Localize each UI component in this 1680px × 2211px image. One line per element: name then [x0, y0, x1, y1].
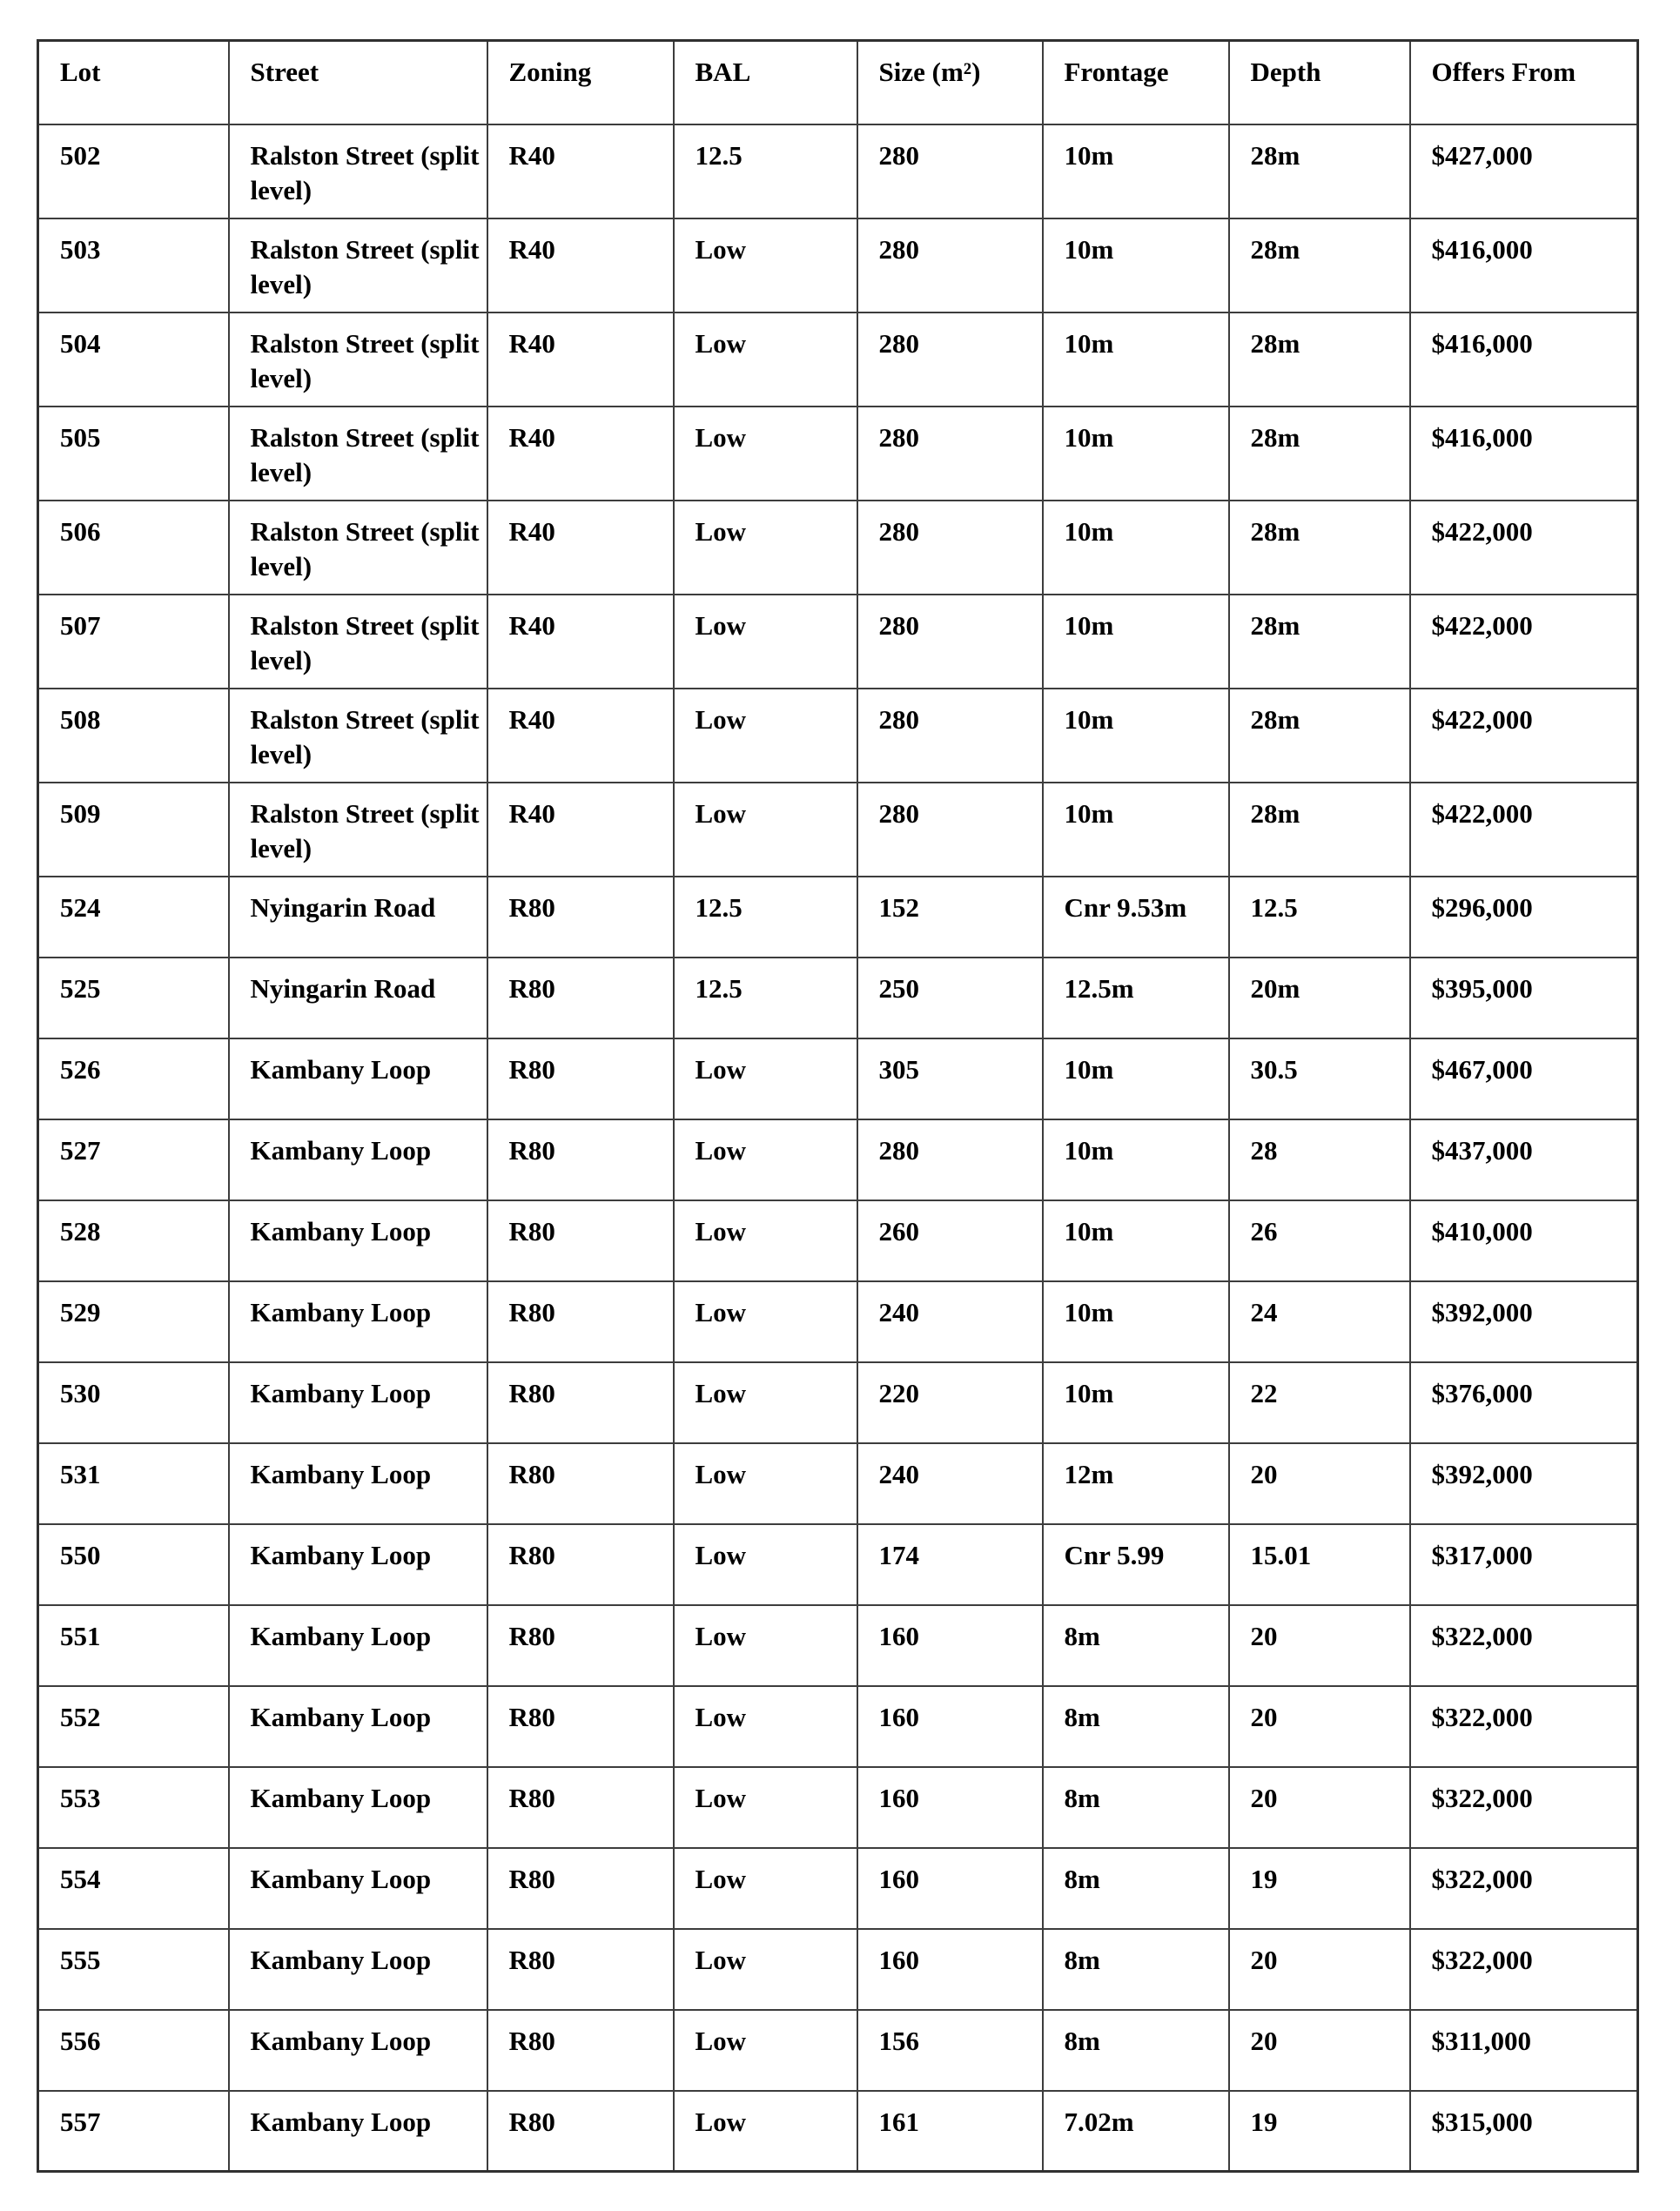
table-cell: 280 — [857, 595, 1043, 689]
table-cell: $422,000 — [1410, 595, 1638, 689]
table-cell: 10m — [1043, 407, 1229, 501]
table-cell: Low — [674, 407, 857, 501]
table-cell: Kambany Loop — [229, 1848, 487, 1929]
table-row — [38, 877, 1638, 958]
table-cell: Nyingarin Road — [229, 958, 487, 1038]
table-cell: 28m — [1229, 124, 1410, 218]
table-cell: 8m — [1043, 1929, 1229, 2010]
table-cell: R40 — [487, 595, 674, 689]
table-cell: Kambany Loop — [229, 1281, 487, 1362]
table-cell: Cnr 5.99 — [1043, 1524, 1229, 1605]
table-cell: 28m — [1229, 218, 1410, 312]
table-cell: $322,000 — [1410, 1605, 1638, 1686]
column-header: Size (m²) — [857, 41, 1043, 124]
table-cell: $422,000 — [1410, 501, 1638, 595]
table-cell: 507 — [38, 595, 229, 689]
table-cell: 7.02m — [1043, 2091, 1229, 2172]
table-cell: Ralston Street (split level) — [229, 595, 487, 689]
table-cell: 10m — [1043, 501, 1229, 595]
column-header: Zoning — [487, 41, 674, 124]
table-cell: 10m — [1043, 689, 1229, 783]
table-cell: 10m — [1043, 1362, 1229, 1443]
table-row — [38, 1443, 1638, 1524]
table-cell: Kambany Loop — [229, 1767, 487, 1848]
table-row — [38, 124, 1638, 218]
table-cell: $322,000 — [1410, 1767, 1638, 1848]
table-cell: Kambany Loop — [229, 2091, 487, 2172]
table-cell: Ralston Street (split level) — [229, 501, 487, 595]
table-cell: Nyingarin Road — [229, 877, 487, 958]
table-cell: $296,000 — [1410, 877, 1638, 958]
table-cell: 220 — [857, 1362, 1043, 1443]
table-cell: 12.5 — [1229, 877, 1410, 958]
table-cell: 506 — [38, 501, 229, 595]
table-cell: Kambany Loop — [229, 1929, 487, 2010]
table-cell: 280 — [857, 124, 1043, 218]
table-cell: R40 — [487, 407, 674, 501]
table-row — [38, 1200, 1638, 1281]
table-cell: 12.5 — [674, 958, 857, 1038]
table-row — [38, 218, 1638, 312]
table-cell: $376,000 — [1410, 1362, 1638, 1443]
table-cell: 10m — [1043, 783, 1229, 877]
table-cell: $416,000 — [1410, 407, 1638, 501]
table-cell: Low — [674, 1767, 857, 1848]
table-cell: R40 — [487, 218, 674, 312]
table-cell: 12.5 — [674, 124, 857, 218]
table-cell: Low — [674, 1443, 857, 1524]
table-cell: 508 — [38, 689, 229, 783]
table-cell: R40 — [487, 124, 674, 218]
table-row — [38, 1605, 1638, 1686]
table-cell: 10m — [1043, 1038, 1229, 1119]
table-cell: $416,000 — [1410, 312, 1638, 407]
table-cell: $317,000 — [1410, 1524, 1638, 1605]
table-cell: 160 — [857, 1929, 1043, 2010]
table-cell: 260 — [857, 1200, 1043, 1281]
table-cell: $467,000 — [1410, 1038, 1638, 1119]
table-cell: 152 — [857, 877, 1043, 958]
table-cell: R40 — [487, 689, 674, 783]
table-cell: 280 — [857, 218, 1043, 312]
table-cell: 20 — [1229, 1767, 1410, 1848]
table-cell: Low — [674, 1281, 857, 1362]
table-cell: 20m — [1229, 958, 1410, 1038]
table-cell: R80 — [487, 877, 674, 958]
table-cell: 8m — [1043, 1767, 1229, 1848]
table-row — [38, 1848, 1638, 1929]
table-cell: $437,000 — [1410, 1119, 1638, 1200]
table-cell: 10m — [1043, 1200, 1229, 1281]
table-cell: 28m — [1229, 407, 1410, 501]
table-cell: Cnr 9.53m — [1043, 877, 1229, 958]
table-cell: R80 — [487, 1200, 674, 1281]
table-cell: 160 — [857, 1848, 1043, 1929]
table-cell: 28m — [1229, 689, 1410, 783]
table-cell: 10m — [1043, 595, 1229, 689]
table-cell: Low — [674, 2010, 857, 2091]
table-row — [38, 1119, 1638, 1200]
table-row — [38, 1281, 1638, 1362]
table-cell: 160 — [857, 1605, 1043, 1686]
table-cell: Low — [674, 1119, 857, 1200]
column-header: Lot — [38, 41, 229, 124]
table-cell: $322,000 — [1410, 1848, 1638, 1929]
table-cell: Low — [674, 2091, 857, 2172]
table-cell: R40 — [487, 501, 674, 595]
table-cell: 20 — [1229, 1605, 1410, 1686]
table-cell: 280 — [857, 407, 1043, 501]
table-cell: R80 — [487, 1443, 674, 1524]
table-cell: R80 — [487, 1119, 674, 1200]
table-cell: R80 — [487, 1524, 674, 1605]
table-cell: 528 — [38, 1200, 229, 1281]
table-cell: 12.5 — [674, 877, 857, 958]
table-cell: $422,000 — [1410, 689, 1638, 783]
table-cell: Kambany Loop — [229, 1119, 487, 1200]
table-row — [38, 1767, 1638, 1848]
table-cell: 20 — [1229, 1929, 1410, 2010]
table-cell: 305 — [857, 1038, 1043, 1119]
table-cell: 557 — [38, 2091, 229, 2172]
table-cell: Kambany Loop — [229, 1038, 487, 1119]
table-cell: Kambany Loop — [229, 1605, 487, 1686]
table-cell: 240 — [857, 1443, 1043, 1524]
table-cell: 28 — [1229, 1119, 1410, 1200]
table-cell: 10m — [1043, 124, 1229, 218]
table-row — [38, 1362, 1638, 1443]
column-header: Frontage — [1043, 41, 1229, 124]
table-cell: 250 — [857, 958, 1043, 1038]
column-header: Depth — [1229, 41, 1410, 124]
table-cell: $311,000 — [1410, 2010, 1638, 2091]
table-cell: $410,000 — [1410, 1200, 1638, 1281]
column-header: Offers From — [1410, 41, 1638, 124]
table-cell: 12m — [1043, 1443, 1229, 1524]
table-cell: 8m — [1043, 1686, 1229, 1767]
column-header: Street — [229, 41, 487, 124]
table-cell: Low — [674, 312, 857, 407]
table-cell: 240 — [857, 1281, 1043, 1362]
table-cell: Low — [674, 1362, 857, 1443]
table-row — [38, 501, 1638, 595]
table-cell: Ralston Street (split level) — [229, 783, 487, 877]
table-cell: R40 — [487, 783, 674, 877]
table-cell: $392,000 — [1410, 1281, 1638, 1362]
table-cell: 526 — [38, 1038, 229, 1119]
table-cell: 556 — [38, 2010, 229, 2091]
table-cell: R40 — [487, 312, 674, 407]
table-cell: Low — [674, 1605, 857, 1686]
table-row — [38, 1038, 1638, 1119]
table-cell: Low — [674, 501, 857, 595]
table-cell: Low — [674, 783, 857, 877]
table-cell: 503 — [38, 218, 229, 312]
table-cell: 509 — [38, 783, 229, 877]
table-cell: 524 — [38, 877, 229, 958]
table-cell: Ralston Street (split level) — [229, 124, 487, 218]
table-cell: R80 — [487, 1686, 674, 1767]
table-cell: R80 — [487, 2091, 674, 2172]
table-cell: 161 — [857, 2091, 1043, 2172]
table-cell: Kambany Loop — [229, 1443, 487, 1524]
table-cell: 30.5 — [1229, 1038, 1410, 1119]
table-cell: 525 — [38, 958, 229, 1038]
table-cell: Kambany Loop — [229, 1686, 487, 1767]
table-cell: 174 — [857, 1524, 1043, 1605]
table-cell: 502 — [38, 124, 229, 218]
table-cell: 24 — [1229, 1281, 1410, 1362]
table-cell: Low — [674, 1524, 857, 1605]
table-cell: Ralston Street (split level) — [229, 689, 487, 783]
table-cell: 28m — [1229, 783, 1410, 877]
table-row — [38, 407, 1638, 501]
table-cell: 28m — [1229, 501, 1410, 595]
table-cell: 280 — [857, 312, 1043, 407]
table-cell: Low — [674, 1038, 857, 1119]
table-cell: 10m — [1043, 312, 1229, 407]
table-cell: 20 — [1229, 1443, 1410, 1524]
table-cell: Low — [674, 595, 857, 689]
table-cell: 12.5m — [1043, 958, 1229, 1038]
table-row — [38, 958, 1638, 1038]
table-cell: 26 — [1229, 1200, 1410, 1281]
table-cell: Low — [674, 1686, 857, 1767]
table-cell: 28m — [1229, 595, 1410, 689]
table-cell: $422,000 — [1410, 783, 1638, 877]
table-cell: Low — [674, 1200, 857, 1281]
table-cell: Low — [674, 1929, 857, 2010]
table-cell: R80 — [487, 1929, 674, 2010]
table-cell: 555 — [38, 1929, 229, 2010]
table-cell: Kambany Loop — [229, 1200, 487, 1281]
table-cell: 553 — [38, 1767, 229, 1848]
table-header — [38, 41, 1638, 124]
table-cell: R80 — [487, 958, 674, 1038]
table-row — [38, 1929, 1638, 2010]
table-row — [38, 783, 1638, 877]
table-cell: R80 — [487, 1848, 674, 1929]
table-cell: R80 — [487, 2010, 674, 2091]
table-cell: 15.01 — [1229, 1524, 1410, 1605]
table-cell: $427,000 — [1410, 124, 1638, 218]
table-row — [38, 2010, 1638, 2091]
table-cell: 527 — [38, 1119, 229, 1200]
table-cell: 19 — [1229, 1848, 1410, 1929]
column-header: BAL — [674, 41, 857, 124]
table-cell: Low — [674, 689, 857, 783]
table-cell: 504 — [38, 312, 229, 407]
table-cell: 8m — [1043, 1848, 1229, 1929]
table-row — [38, 1524, 1638, 1605]
table-cell: 10m — [1043, 218, 1229, 312]
table-cell: R80 — [487, 1767, 674, 1848]
table-row — [38, 689, 1638, 783]
table-cell: $322,000 — [1410, 1929, 1638, 2010]
table-cell: 8m — [1043, 2010, 1229, 2091]
table-cell: 280 — [857, 689, 1043, 783]
table-cell: R80 — [487, 1281, 674, 1362]
table-cell: 530 — [38, 1362, 229, 1443]
table-cell: 20 — [1229, 2010, 1410, 2091]
table-cell: 551 — [38, 1605, 229, 1686]
table-cell: Kambany Loop — [229, 2010, 487, 2091]
table-cell: Low — [674, 218, 857, 312]
table-cell: Low — [674, 1848, 857, 1929]
table-cell: 22 — [1229, 1362, 1410, 1443]
table-body — [38, 124, 1638, 2172]
table-cell: R80 — [487, 1605, 674, 1686]
table-cell: 554 — [38, 1848, 229, 1929]
table-cell: 156 — [857, 2010, 1043, 2091]
table-cell: 550 — [38, 1524, 229, 1605]
table-row — [38, 312, 1638, 407]
table-cell: Ralston Street (split level) — [229, 312, 487, 407]
table-cell: Ralston Street (split level) — [229, 218, 487, 312]
table-cell: 529 — [38, 1281, 229, 1362]
table-cell: 10m — [1043, 1281, 1229, 1362]
table-cell: Kambany Loop — [229, 1362, 487, 1443]
table-cell: $416,000 — [1410, 218, 1638, 312]
table-cell: $315,000 — [1410, 2091, 1638, 2172]
table-cell: 8m — [1043, 1605, 1229, 1686]
table-cell: 531 — [38, 1443, 229, 1524]
table-cell: Kambany Loop — [229, 1524, 487, 1605]
table-cell: 280 — [857, 1119, 1043, 1200]
table-cell: 160 — [857, 1686, 1043, 1767]
table-row — [38, 1686, 1638, 1767]
table-cell: $392,000 — [1410, 1443, 1638, 1524]
table-cell: R80 — [487, 1362, 674, 1443]
table-cell: 20 — [1229, 1686, 1410, 1767]
table-cell: 552 — [38, 1686, 229, 1767]
table-row — [38, 595, 1638, 689]
header-row — [38, 41, 1638, 124]
table-cell: 19 — [1229, 2091, 1410, 2172]
table-cell: $322,000 — [1410, 1686, 1638, 1767]
table-cell: 10m — [1043, 1119, 1229, 1200]
table-cell: Ralston Street (split level) — [229, 407, 487, 501]
lots-table — [37, 39, 1639, 2173]
table-cell: $395,000 — [1410, 958, 1638, 1038]
table-cell: 280 — [857, 783, 1043, 877]
table-cell: R80 — [487, 1038, 674, 1119]
table-cell: 505 — [38, 407, 229, 501]
table-cell: 280 — [857, 501, 1043, 595]
table-row — [38, 2091, 1638, 2172]
table-cell: 28m — [1229, 312, 1410, 407]
table-cell: 160 — [857, 1767, 1043, 1848]
